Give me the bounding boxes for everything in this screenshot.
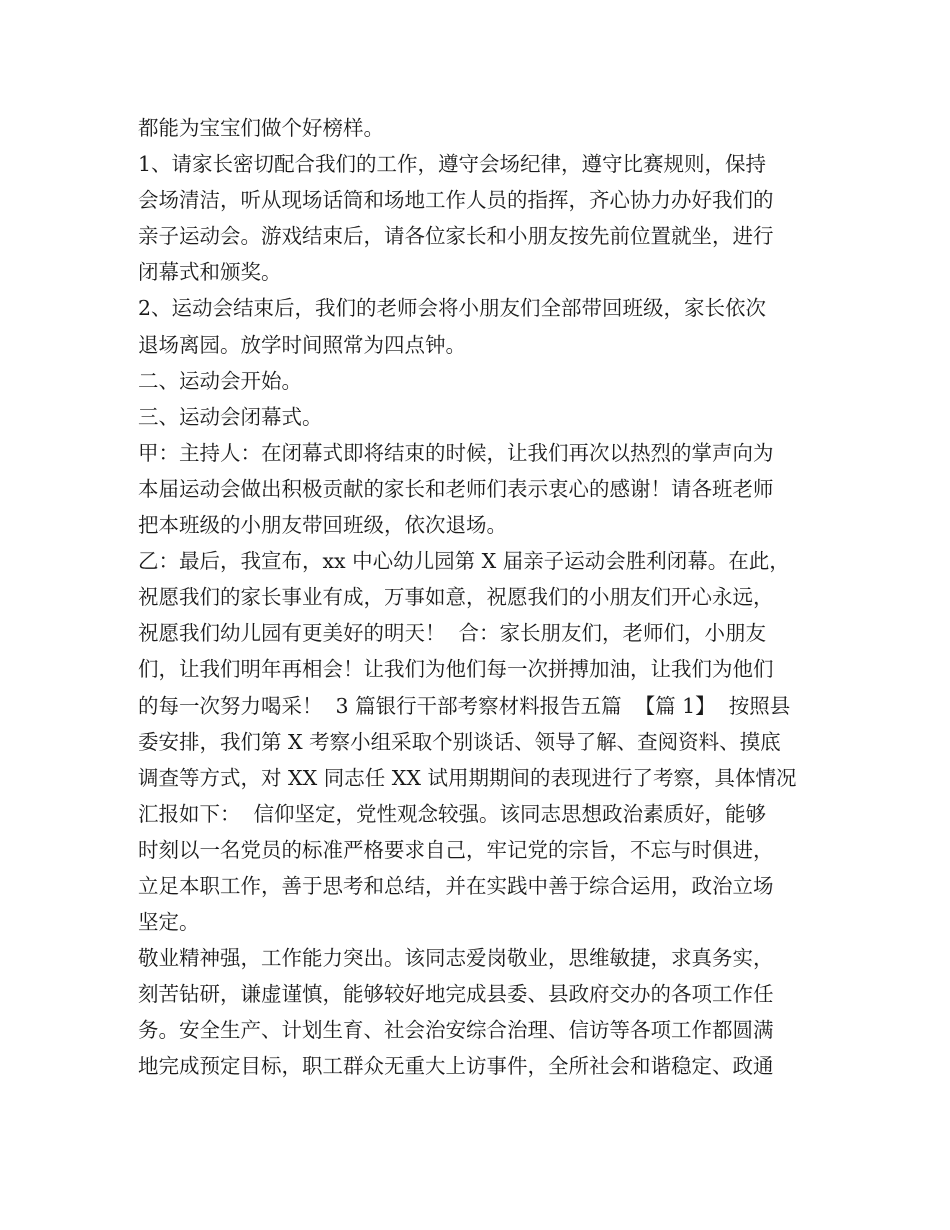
text-line: 本届运动会做出积极贡献的家长和老师们表示衷心的感谢！请各班老师 — [138, 476, 774, 501]
text-line: 2、运动会结束后，我们的老师会将小朋友们全部带回班级，家长依次 — [138, 296, 767, 321]
text-line: 汇报如下： 信仰坚定，党性观念较强。该同志思想政治素质好，能够 — [138, 801, 767, 826]
text-line: 亲子运动会。游戏结束后，请各位家长和小朋友按先前位置就坐，进行 — [138, 224, 774, 249]
text-line: 都能为宝宝们做个好榜样。 — [138, 116, 384, 140]
text-line: 的每一次努力喝采！ 3 篇银行干部考察材料报告五篇 【篇 1】 按照县 — [138, 693, 791, 718]
text-line: 祝愿我们幼儿园有更美好的明天！ 合：家长朋友们，老师们，小朋友 — [138, 621, 767, 646]
text-line: 乙：最后，我宣布，xx 中心幼儿园第 X 届亲子运动会胜利闭幕。在此， — [138, 549, 790, 574]
text-line: 甲：主持人：在闭幕式即将结束的时候，让我们再次以热烈的掌声向为 — [138, 440, 774, 465]
text-line: 退场离园。放学时间照常为四点钟。 — [138, 332, 466, 357]
text-line: 时刻以一名党员的标准严格要求自己，牢记党的宗旨，不忘与时俱进， — [138, 837, 774, 862]
text-line: 立足本职工作，善于思考和总结，并在实践中善于综合运用，政治立场 — [138, 873, 774, 898]
text-line: 闭幕式和颁奖。 — [138, 260, 282, 285]
text-line: 会场清洁，听从现场话筒和场地工作人员的指挥，齐心协力办好我们的 — [138, 188, 774, 213]
text-line: 委安排，我们第 X 考察小组采取个别谈话、领导了解、查阅资料、摸底 — [138, 729, 781, 754]
text-line: 调查等方式，对 XX 同志任 XX 试用期期间的表现进行了考察，具体情况 — [138, 765, 797, 790]
text-line: 1、请家长密切配合我们的工作，遵守会场纪律，遵守比赛规则，保持 — [138, 152, 767, 177]
text-line: 坚定。 — [138, 910, 200, 935]
text-line: 二、运动会开始。 — [138, 368, 302, 393]
text-line: 们，让我们明年再相会！让我们为他们每一次拼搏加油，让我们为他们 — [138, 657, 774, 682]
text-line: 刻苦钻研，谦虚谨慎，能够较好地完成县委、县政府交办的各项工作任 — [138, 982, 774, 1007]
text-line: 敬业精神强，工作能力突出。该同志爱岗敬业，思维敏捷，求真务实， — [138, 946, 774, 971]
text-line: 地完成预定目标，职工群众无重大上访事件，全所社会和谐稳定、政通 — [138, 1054, 774, 1079]
text-line: 务。安全生产、计划生育、社会治安综合治理、信访等各项工作都圆满 — [138, 1018, 774, 1043]
text-line: 祝愿我们的家长事业有成，万事如意，祝愿我们的小朋友们开心永远， — [138, 585, 774, 610]
document-body — [138, 110, 828, 1085]
text-line: 三、运动会闭幕式。 — [138, 404, 323, 429]
text-line: 把本班级的小朋友带回班级，依次退场。 — [138, 513, 507, 538]
